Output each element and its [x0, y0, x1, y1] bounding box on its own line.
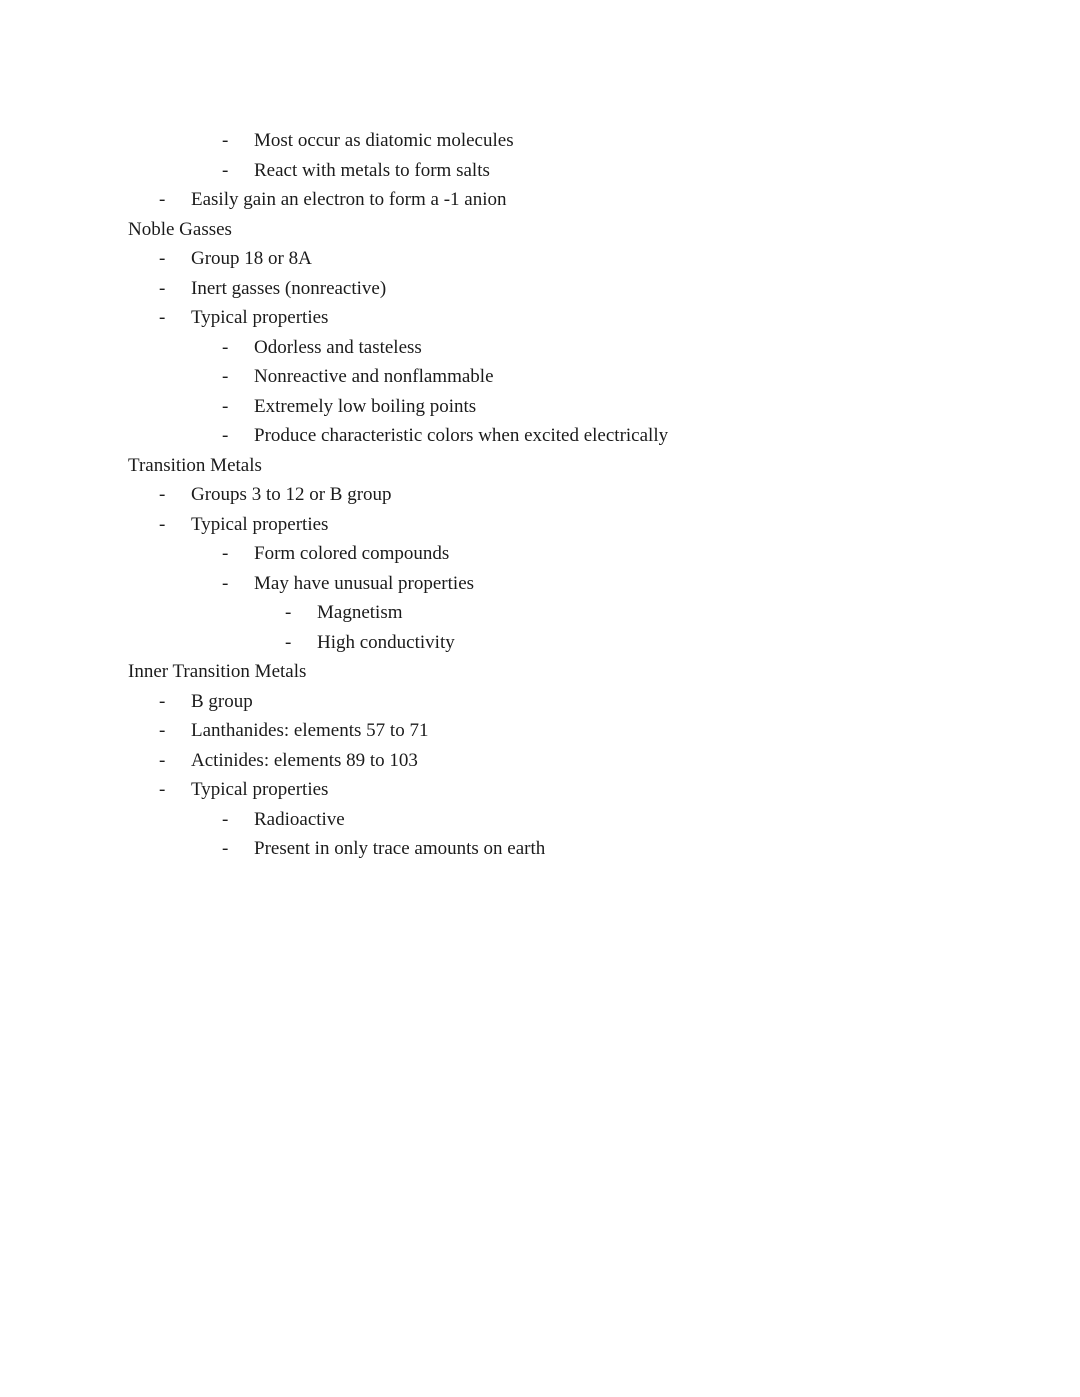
list-item — [0, 244, 1080, 274]
section-heading — [0, 657, 1080, 687]
list-item — [0, 539, 1080, 569]
list-item — [0, 834, 1080, 864]
list-item — [0, 687, 1080, 717]
list-item — [0, 274, 1080, 304]
line-text: Noble Gasses — [128, 218, 232, 240]
dash-bullet: - — [159, 248, 166, 269]
dash-bullet: - — [222, 838, 229, 859]
line-text: B group — [191, 690, 253, 712]
dash-bullet: - — [159, 513, 166, 535]
list-item — [0, 185, 1080, 215]
list-item — [0, 775, 1080, 805]
line-text: Magnetism — [317, 602, 403, 623]
list-item — [0, 156, 1080, 186]
dash-bullet: - — [285, 602, 292, 623]
dash-bullet: - — [159, 277, 166, 299]
line-text: Extremely low boiling points — [254, 395, 477, 417]
dash-bullet: - — [222, 572, 229, 594]
list-item — [0, 569, 1080, 599]
dash-bullet: - — [222, 395, 229, 417]
section-heading — [0, 215, 1080, 245]
list-item — [0, 510, 1080, 540]
line-text: Present in only trace amounts on earth — [254, 838, 546, 859]
line-text: Most occur as diatomic molecules — [254, 130, 514, 151]
line-text: Typical properties — [191, 307, 329, 328]
line-text: Lanthanides: elements 57 to 71 — [191, 720, 429, 741]
line-text: Odorless and tasteless — [254, 336, 422, 358]
list-item — [0, 716, 1080, 746]
list-item — [0, 598, 1080, 628]
list-item — [0, 480, 1080, 510]
list-item — [0, 421, 1080, 451]
list-item — [0, 628, 1080, 658]
dash-bullet: - — [159, 307, 166, 328]
dash-bullet: - — [159, 720, 166, 741]
line-text: High conductivity — [317, 631, 455, 653]
line-text: Produce characteristic colors when excited electrically — [254, 425, 669, 446]
dash-bullet: - — [159, 484, 166, 505]
dash-bullet: - — [159, 779, 166, 800]
line-text: Radioactive — [254, 808, 345, 830]
dash-bullet: - — [222, 336, 229, 358]
section-heading — [0, 451, 1080, 481]
dash-bullet: - — [222, 543, 229, 564]
line-text: Typical properties — [191, 513, 329, 535]
dash-bullet: - — [159, 189, 166, 210]
line-text: May have unusual properties — [254, 572, 475, 594]
line-text: Transition Metals — [128, 454, 262, 476]
list-item — [0, 126, 1080, 156]
list-item — [0, 805, 1080, 835]
dash-bullet: - — [222, 130, 229, 151]
list-item — [0, 303, 1080, 333]
line-text: Easily gain an electron to form a -1 anion — [191, 189, 507, 210]
line-text: Groups 3 to 12 or B group — [191, 484, 392, 505]
line-text: Nonreactive and nonflammable — [254, 366, 494, 387]
notes-content — [0, 126, 1080, 864]
list-item — [0, 362, 1080, 392]
dash-bullet: - — [222, 808, 229, 830]
dash-bullet: - — [159, 690, 166, 712]
list-item — [0, 746, 1080, 776]
line-text: Typical properties — [191, 779, 329, 800]
dash-bullet: - — [222, 425, 229, 446]
line-text: Form colored compounds — [254, 543, 450, 564]
line-text: React with metals to form salts — [254, 159, 490, 181]
list-item — [0, 333, 1080, 363]
list-item — [0, 392, 1080, 422]
line-text: Group 18 or 8A — [191, 248, 312, 269]
dash-bullet: - — [222, 366, 229, 387]
dash-bullet: - — [159, 749, 166, 771]
line-text: Inert gasses (nonreactive) — [191, 277, 387, 299]
dash-bullet: - — [222, 159, 229, 181]
line-text: Inner Transition Metals — [128, 661, 307, 682]
dash-bullet: - — [285, 631, 292, 653]
line-text: Actinides: elements 89 to 103 — [191, 749, 418, 771]
